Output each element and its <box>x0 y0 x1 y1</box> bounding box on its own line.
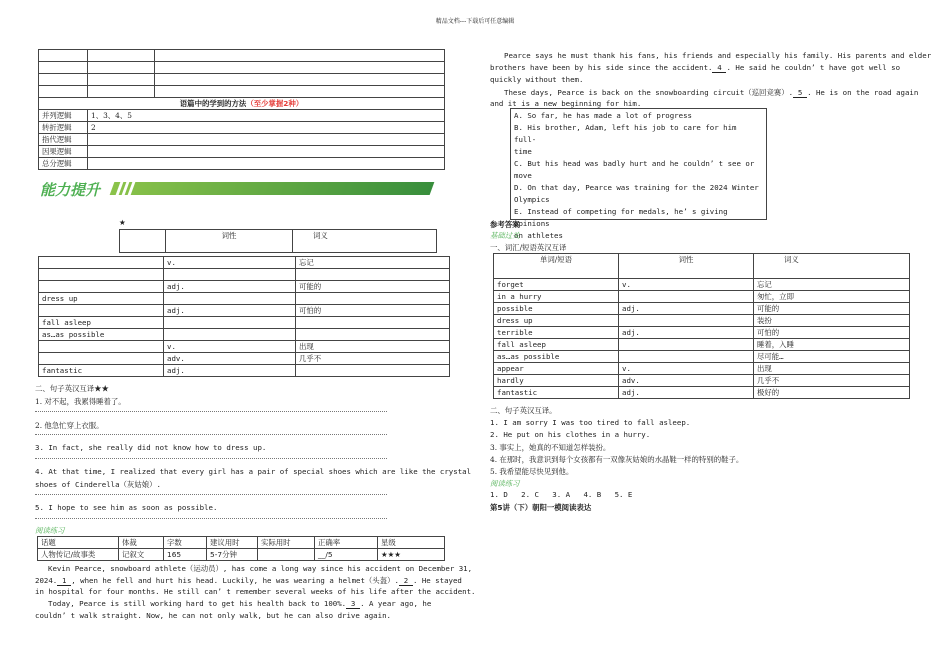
reading-label: 阅读练习 <box>35 526 65 535</box>
star-mark: ★ <box>119 218 126 227</box>
blank-4[interactable]: 4 <box>712 63 726 73</box>
table-row: v. 出现 <box>39 341 450 353</box>
pos-header: 词性 <box>166 230 293 253</box>
sentence-item: shoes of Cinderella（灰姑娘）. <box>35 480 161 489</box>
table-row <box>39 269 450 281</box>
methods-table <box>38 49 445 170</box>
table-row: fall asleep <box>39 317 450 329</box>
row-value: 2 <box>88 122 445 134</box>
reading-paragraph-line: Today, Pearce is still working hard to get his health back to 100%. 3 . A year ago, he <box>48 599 432 608</box>
row-label: 总分逻辑 <box>39 158 88 170</box>
option-item: time <box>514 147 532 156</box>
option-item: move <box>514 171 532 180</box>
table-row: forget v. 忘记 <box>494 279 910 291</box>
reading-paragraph-line: couldn’ t walk straight. Now, he can not only walk, but he can also drive again. <box>35 611 391 620</box>
reading-answers: 1. D 2. C 3. A 4. B 5. E <box>490 490 633 499</box>
reading-paragraph: Kevin Pearce, snowboard athlete（运动员）, has come a long way since his accident on December 31, <box>48 564 473 573</box>
sentence-item: 1. 对不起，我累得睡着了。 <box>35 397 126 406</box>
ability-banner-title: 能力提升 <box>40 181 101 199</box>
answer-line[interactable] <box>35 458 387 459</box>
answer-sentence: 4. 在那时，我意识到每个女孩都有一双像灰姑娘的水晶鞋一样的特别的鞋子。 <box>490 455 744 464</box>
answer-sentence: 1. I am sorry I was too tired to fall asleep. <box>490 418 691 427</box>
option-item[interactable]: D. On that day, Pearce was training for the 2024 Winter <box>514 183 759 192</box>
reading-paragraph-line: 2024. 1 , when he fell and hurt his head. Luckily, he was wearing a helmet（头盔）. 2 . He stayed <box>35 576 462 585</box>
sentence-item: 4. At that time, I realized that every girl has a pair of special shoes which are like the crystal <box>35 467 472 476</box>
sentence-item: 2. 他急忙穿上衣服。 <box>35 421 104 430</box>
row-label: 因果逻辑 <box>39 146 88 158</box>
table-row <box>39 122 445 134</box>
banner-stripes <box>118 181 133 197</box>
answer-line[interactable] <box>35 518 387 519</box>
table-row: appear v. 出现 <box>494 363 910 375</box>
answer-line[interactable] <box>35 494 387 495</box>
option-item[interactable]: B. His brother, Adam, left his job to care for him full- <box>514 123 737 144</box>
row-value <box>88 146 445 158</box>
sentences-heading: 二、句子英汉互译★★ <box>35 384 109 393</box>
ability-banner-bar <box>110 182 435 195</box>
table-row: v. 忘记 <box>39 257 450 269</box>
table-row: fantastic adj. 极好的 <box>494 387 910 399</box>
left-vocab-table <box>38 256 450 377</box>
table-row: adj. 可能的 <box>39 281 450 293</box>
blank-1[interactable]: 1 <box>57 576 71 586</box>
sentence-item: 5. I hope to see him as soon as possible. <box>35 503 218 512</box>
table-row: terrible adj. 可怕的 <box>494 327 910 339</box>
option-item[interactable]: A. So far, he has made a lot of progress <box>514 111 692 120</box>
reading-paragraph-line: quickly without them. <box>490 75 584 84</box>
option-item: on athletes <box>514 231 563 240</box>
table-row <box>39 146 445 158</box>
reading-paragraph-line: and it is a new beginning for him. <box>490 99 642 108</box>
table-row: 话题 体裁 字数 建议用时 实际用时 正确率 星级 <box>38 537 445 549</box>
answers-title: 参考答案 <box>490 220 520 229</box>
table-row: adj. 可怕的 <box>39 305 450 317</box>
answer-sentence: 3. 事实上，她真的不知道怎样装扮。 <box>490 443 611 452</box>
row-label: 指代逻辑 <box>39 134 88 146</box>
reading-paragraph-line: Pearce says he must thank his fans, his friends and especially his family. His parents and elder <box>504 51 932 60</box>
row-value <box>88 158 445 170</box>
option-item[interactable]: E. Instead of competing for medals, he’ s giving opinions <box>514 207 728 228</box>
answer-line[interactable] <box>35 434 387 435</box>
blank-2[interactable]: 2 <box>399 576 413 586</box>
methods-title: 语篇中的学到的方法 <box>179 99 247 108</box>
answers-subtitle: 基础过关 <box>490 231 520 240</box>
table-row: 人物传记/故事类 记叙文 165 5-7分钟 __/5 ★★★ <box>38 549 445 561</box>
table-row: as…as possible 尽可能… <box>494 351 910 363</box>
option-item[interactable]: C. But his head was badly hurt and he couldn’ t see or <box>514 159 755 168</box>
answers-vocab-table <box>493 253 910 399</box>
answers-sent-heading: 二、句子英汉互译。 <box>490 406 557 415</box>
table-header-row: 单词/短语 词性 词义 <box>494 254 910 279</box>
table-row <box>39 158 445 170</box>
reading-info-table <box>37 536 445 561</box>
answer-line[interactable] <box>35 411 387 412</box>
left-vocab-header <box>119 229 437 253</box>
meaning-header: 词义 <box>293 230 437 253</box>
row-label: 并列逻辑 <box>39 110 88 122</box>
table-row: dress up <box>39 293 450 305</box>
table-row: in a hurry 匆忙，立即 <box>494 291 910 303</box>
blank-5[interactable]: 5 <box>793 88 807 98</box>
sentence-item: 3. In fact, she really did not know how to dress up. <box>35 443 267 452</box>
table-row: dress up 装扮 <box>494 315 910 327</box>
next-lesson-title: 第5讲（下）朝阳一模阅读表达 <box>490 503 592 512</box>
methods-title-note: （至少掌握2种） <box>246 99 304 108</box>
table-row: adv. 几乎不 <box>39 353 450 365</box>
table-row: as…as possible <box>39 329 450 341</box>
answer-sentence: 5. 我希望能尽快见到他。 <box>490 467 574 476</box>
reading-paragraph-line: in hospital for four months. He still can’ t remember several weeks of his life after the accident. <box>35 587 476 596</box>
answers-reading-label: 阅读练习 <box>490 479 520 488</box>
blank-3[interactable]: 3 <box>346 599 360 609</box>
table-row <box>39 110 445 122</box>
reading-paragraph-line: These days, Pearce is back on the snowboarding circuit（巡回竞赛）. 5 . He is on the road again <box>504 88 919 97</box>
reading-paragraph-line: brothers have been by his side since the accident. 4 . He said he couldn’ t have got well so <box>490 63 901 72</box>
answer-sentence: 2. He put on his clothes in a hurry. <box>490 430 651 439</box>
row-label: 转折逻辑 <box>39 122 88 134</box>
vocab-heading: 一、词汇/短语英汉互译 <box>490 243 567 252</box>
table-row: possible adj. 可能的 <box>494 303 910 315</box>
table-row: hardly adv. 几乎不 <box>494 375 910 387</box>
options-box <box>510 108 767 240</box>
row-value <box>88 134 445 146</box>
option-item: Olympics <box>514 195 550 204</box>
table-row: fantastic adj. <box>39 365 450 377</box>
row-value: 1、3、4、5 <box>88 110 445 122</box>
page-header: 精品文档---下载后可任意编辑 <box>435 18 515 25</box>
table-row <box>39 134 445 146</box>
table-row: fall asleep 睡着，入睡 <box>494 339 910 351</box>
